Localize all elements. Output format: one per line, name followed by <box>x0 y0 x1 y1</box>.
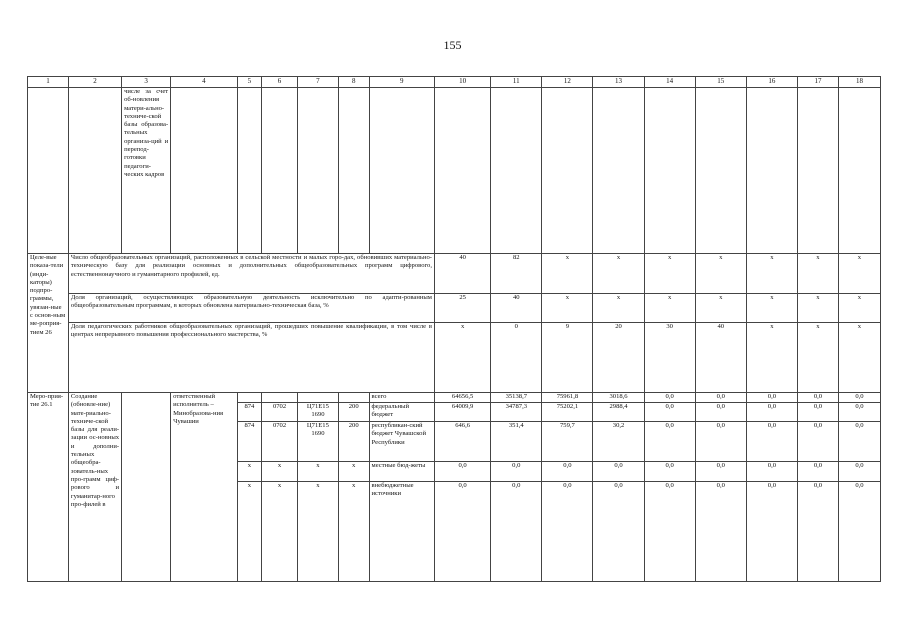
value-cell: 0,0 <box>695 462 746 482</box>
value-cell: 646,6 <box>434 422 490 462</box>
measure-label: Меро-прия-тие 26.1 <box>28 393 69 582</box>
value-cell: 82 <box>491 254 542 294</box>
value-cell: 75961,8 <box>542 393 593 403</box>
header-cell: 1 <box>28 77 69 88</box>
continuation-text: числе за счет об-новления матери-ально-техниче-ской базы образова-тельных организа-ций и перепод-готовки педагоги-ческих кадров <box>122 88 171 254</box>
value-cell: x <box>542 254 593 294</box>
value-cell: 0,0 <box>644 422 695 462</box>
target-row <box>28 294 881 323</box>
value-cell: x <box>797 254 838 294</box>
value-cell: 30,2 <box>593 422 644 462</box>
value-cell: 0,0 <box>797 393 838 403</box>
header-cell: 10 <box>434 77 490 88</box>
header-cell: 16 <box>746 77 797 88</box>
value-cell: 0,0 <box>746 482 797 582</box>
target-text: Число общеобразовательных организаций, расположенных в сельской местности и малых горо-дах, обновивших материально-техническую базу для реализации основных и дополнительных общеобразовательных программ цифрового, естественнонаучного и гуманитарного профилей, ед. <box>68 254 434 294</box>
funding-source: внебюджетные источники <box>369 482 434 582</box>
value-cell: 0,0 <box>838 393 880 403</box>
value-cell: 0,0 <box>491 482 542 582</box>
header-cell: 9 <box>369 77 434 88</box>
funding-row-federal: 874 0702 Ц71Е15 1690 200 федеральный бюджет 64009,9 34787,3 75202,1 2988,4 0,0 0,0 0,0 0,0 0,0 <box>28 403 881 422</box>
value-cell: x <box>695 254 746 294</box>
measure-executor: ответственный исполнитель – Минобразова-ния Чувашии <box>171 393 237 582</box>
header-cell: 7 <box>297 77 338 88</box>
value-cell: 0,0 <box>695 403 746 422</box>
value-cell: 64656,5 <box>434 393 490 403</box>
funding-source: всего <box>369 393 434 403</box>
header-cell: 12 <box>542 77 593 88</box>
value-cell: 40 <box>695 323 746 393</box>
value-cell: 0,0 <box>797 462 838 482</box>
value-cell: x <box>746 323 797 393</box>
funding-row-extrabudget: x x x x внебюджетные источники 0,0 0,0 0,0 0,0 0,0 0,0 0,0 0,0 0,0 <box>28 482 881 582</box>
program-table <box>27 76 881 582</box>
header-cell: 14 <box>644 77 695 88</box>
funding-source: местные бюд-жеты <box>369 462 434 482</box>
value-cell: x <box>746 294 797 323</box>
header-cell: 8 <box>338 77 369 88</box>
value-cell: 0,0 <box>746 422 797 462</box>
page-number: 155 <box>443 38 462 52</box>
value-cell: 9 <box>542 323 593 393</box>
value-cell: 34787,3 <box>491 403 542 422</box>
value-cell: x <box>797 294 838 323</box>
value-cell: x <box>593 254 644 294</box>
value-cell: 64009,9 <box>434 403 490 422</box>
header-cell: 13 <box>593 77 644 88</box>
value-cell: 0,0 <box>644 482 695 582</box>
target-row <box>28 254 881 294</box>
value-cell: 0,0 <box>797 422 838 462</box>
value-cell: x <box>644 294 695 323</box>
value-cell: 0,0 <box>644 403 695 422</box>
value-cell: 0,0 <box>695 393 746 403</box>
value-cell: 0,0 <box>542 482 593 582</box>
value-cell: 0,0 <box>695 482 746 582</box>
funding-row-total <box>28 393 881 403</box>
value-cell: 0,0 <box>593 462 644 482</box>
value-cell: x <box>695 294 746 323</box>
header-cell: 5 <box>237 77 262 88</box>
value-cell: 0,0 <box>644 462 695 482</box>
target-text: Доля педагогических работников общеобразовательных организаций, прошедших повышение квалификации, в том числе в центрах непрерывного повышения профессионального мастерства, % <box>68 323 434 393</box>
funding-row-local: x x x x местные бюд-жеты 0,0 0,0 0,0 0,0 0,0 0,0 0,0 0,0 0,0 <box>28 462 881 482</box>
value-cell: 0 <box>491 323 542 393</box>
value-cell: 3018,6 <box>593 393 644 403</box>
measure-name: Создание (обновле-ние) мате-риально-техниче-ской базы для реали-зации ос-новных и дополни-тельных общеобра-зователь-ных про-грамм циф-рового и гуманитар-ного про-филей в <box>68 393 121 582</box>
target-text: Доля организаций, осуществляющих образовательную деятельность исключительно по адапти-рованным общеобразовательным программам, в которых обновлена материально-техническая база, % <box>68 294 434 323</box>
value-cell: x <box>434 323 490 393</box>
value-cell: x <box>797 323 838 393</box>
value-cell: 0,0 <box>593 482 644 582</box>
value-cell: 0,0 <box>797 403 838 422</box>
value-cell: 25 <box>434 294 490 323</box>
value-cell: 0,0 <box>797 482 838 582</box>
value-cell: 759,7 <box>542 422 593 462</box>
value-cell: 2988,4 <box>593 403 644 422</box>
value-cell: 0,0 <box>838 403 880 422</box>
value-cell: 35138,7 <box>491 393 542 403</box>
targets-label: Целе-вые показа-тели (инди-каторы) подпро-граммы, увязан-ные с основ-ным ме-роприя-тием 26 <box>28 254 69 393</box>
value-cell: 0,0 <box>838 462 880 482</box>
value-cell: x <box>593 294 644 323</box>
header-cell: 17 <box>797 77 838 88</box>
value-cell: 0,0 <box>746 403 797 422</box>
value-cell: 0,0 <box>695 422 746 462</box>
header-cell: 4 <box>171 77 237 88</box>
value-cell: x <box>644 254 695 294</box>
funding-source: республикан-ский бюджет Чувашской Республики <box>369 422 434 462</box>
value-cell: 75202,1 <box>542 403 593 422</box>
funding-source: федеральный бюджет <box>369 403 434 422</box>
value-cell: x <box>542 294 593 323</box>
header-row <box>28 77 881 88</box>
value-cell: 0,0 <box>434 482 490 582</box>
header-cell: 18 <box>838 77 880 88</box>
header-cell: 3 <box>122 77 171 88</box>
header-cell: 6 <box>262 77 298 88</box>
value-cell: 351,4 <box>491 422 542 462</box>
value-cell: 0,0 <box>542 462 593 482</box>
value-cell: x <box>746 254 797 294</box>
value-cell: 0,0 <box>644 393 695 403</box>
target-row <box>28 323 881 393</box>
value-cell: 0,0 <box>434 462 490 482</box>
header-cell: 11 <box>491 77 542 88</box>
value-cell: x <box>838 254 880 294</box>
value-cell: 0,0 <box>838 482 880 582</box>
funding-row-republic: 874 0702 Ц71Е15 1690 200 республикан-ский бюджет Чувашской Республики 646,6 351,4 759,7 30,2 0,0 0,0 0,0 0,0 0,0 <box>28 422 881 462</box>
value-cell: 0,0 <box>491 462 542 482</box>
value-cell: 40 <box>491 294 542 323</box>
header-cell: 15 <box>695 77 746 88</box>
value-cell: 30 <box>644 323 695 393</box>
continuation-row <box>28 88 881 254</box>
value-cell: 20 <box>593 323 644 393</box>
value-cell: 0,0 <box>746 393 797 403</box>
value-cell: 0,0 <box>746 462 797 482</box>
value-cell: 40 <box>434 254 490 294</box>
value-cell: x <box>838 294 880 323</box>
value-cell: x <box>838 323 880 393</box>
value-cell: 0,0 <box>838 422 880 462</box>
header-cell: 2 <box>68 77 121 88</box>
